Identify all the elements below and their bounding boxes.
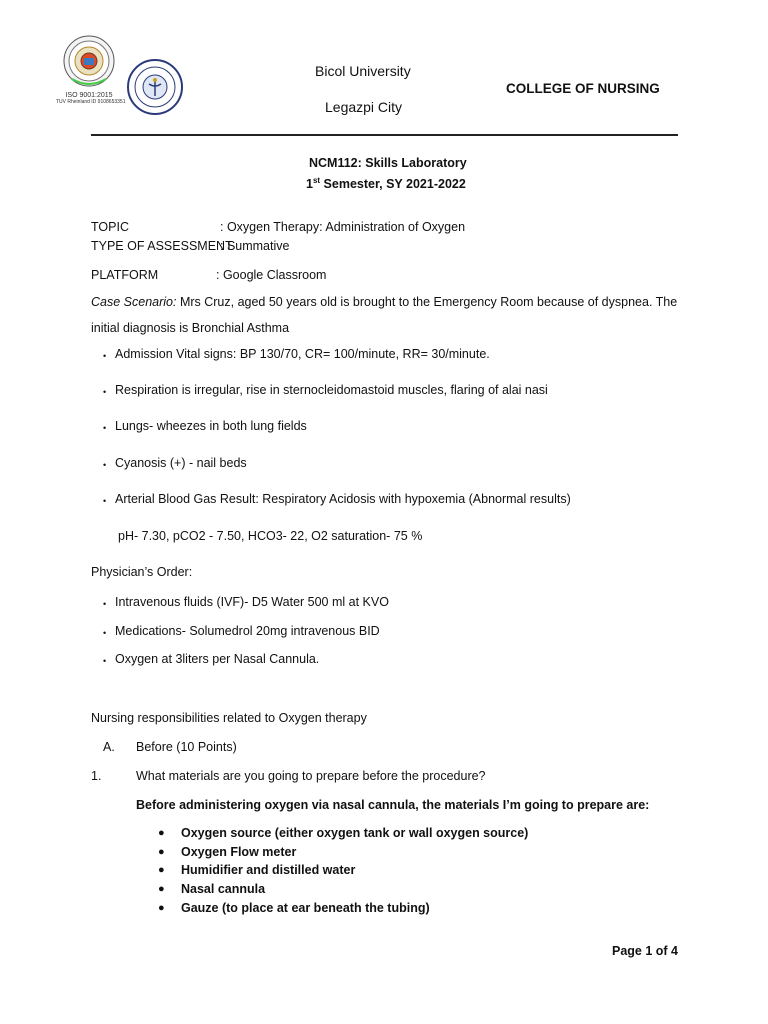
course-title: NCM112: Skills Laboratory [309, 156, 467, 170]
list-item: Oxygen Flow meter [181, 845, 297, 859]
iso-line-1: ISO 9001:2015 [65, 92, 113, 99]
university-city: Legazpi City [325, 99, 403, 115]
assessment-type-label: TYPE OF ASSESSMENT [91, 239, 233, 253]
college-name: COLLEGE OF NURSING [506, 81, 660, 96]
list-item: Respiration is irregular, rise in sternocleidomastoid muscles, flaring of alai nasi [115, 383, 548, 397]
course-semester [306, 173, 466, 192]
bullet-icon: • [103, 656, 107, 666]
bullet-icon: • [103, 387, 107, 397]
section-title: Before (10 Points) [136, 740, 237, 754]
bullet-icon: ● [158, 827, 165, 839]
semester-text: Semester, SY 2021-2022 [320, 177, 466, 192]
question-number: 1. [91, 769, 102, 783]
list-item: Intravenous fluids (IVF)- D5 Water 500 ml at KVO [115, 595, 389, 609]
page-number: Page 1 of 4 [612, 944, 678, 958]
question-text: What materials are you going to prepare before the procedure? [136, 769, 486, 783]
responsibilities-heading: Nursing responsibilities related to Oxygen therapy [91, 711, 367, 725]
list-item: Medications- Solumedrol 20mg intravenous BID [115, 624, 380, 638]
bullet-icon: ● [158, 864, 165, 876]
bullet-icon: • [103, 351, 107, 361]
bullet-icon: • [103, 628, 107, 638]
case-scenario-line-2: initial diagnosis is Bronchial Asthma [91, 321, 290, 335]
list-item: Oxygen at 3liters per Nasal Cannula. [115, 652, 320, 666]
case-scenario-line-1: Mrs Cruz, aged 50 years old is brought to the Emergency Room because of dyspnea. The [176, 295, 678, 309]
bullet-icon: ● [158, 883, 165, 895]
physician-order-heading: Physician’s Order: [91, 565, 193, 579]
assessment-type-value: : Summative [220, 239, 290, 253]
header-divider [91, 134, 678, 136]
list-item: Admission Vital signs: BP 130/70, CR= 100/minute, RR= 30/minute. [115, 347, 490, 361]
list-item: Humidifier and distilled water [181, 863, 356, 877]
bullet-icon: • [103, 599, 107, 609]
bullet-icon: • [103, 423, 107, 433]
bullet-icon: • [103, 460, 107, 470]
semester-suffix: st [312, 176, 321, 185]
list-item: Cyanosis (+) - nail beds [115, 456, 247, 470]
topic-label: TOPIC [91, 220, 129, 234]
bullet-icon: ● [158, 846, 165, 858]
topic-value: : Oxygen Therapy: Administration of Oxygen [220, 220, 466, 234]
list-item: Arterial Blood Gas Result: Respiratory Acidosis with hypoxemia (Abnormal results) [115, 492, 571, 506]
list-item: Lungs- wheezes in both lung fields [115, 419, 307, 433]
list-item: Oxygen source (either oxygen tank or wall oxygen source) [181, 826, 529, 840]
platform-label: PLATFORM [91, 268, 159, 282]
bullet-icon: • [103, 496, 107, 506]
list-item: Nasal cannula [181, 882, 266, 896]
bullet-icon: ● [158, 902, 165, 914]
list-item: Gauze (to place at ear beneath the tubing) [181, 901, 430, 915]
semester-number: 1 [306, 177, 313, 192]
college-of-nursing-seal-logo [126, 58, 184, 116]
iso-line-2: TUV Rheinland ID 9108653351 [56, 99, 126, 105]
platform-value: : Google Classroom [216, 268, 327, 282]
section-letter: A. [103, 740, 115, 754]
case-scenario-paragraph [91, 295, 677, 310]
bicol-university-seal-logo [62, 34, 116, 94]
case-scenario-label: Case Scenario: [91, 295, 177, 309]
answer-intro: Before administering oxygen via nasal cannula, the materials I’m going to prepare are: [136, 798, 650, 812]
iso-certification-text [56, 92, 126, 105]
abg-values: pH- 7.30, pCO2 - 7.50, HCO3- 22, O2 saturation- 75 % [118, 529, 423, 543]
university-name: Bicol University [315, 63, 411, 79]
